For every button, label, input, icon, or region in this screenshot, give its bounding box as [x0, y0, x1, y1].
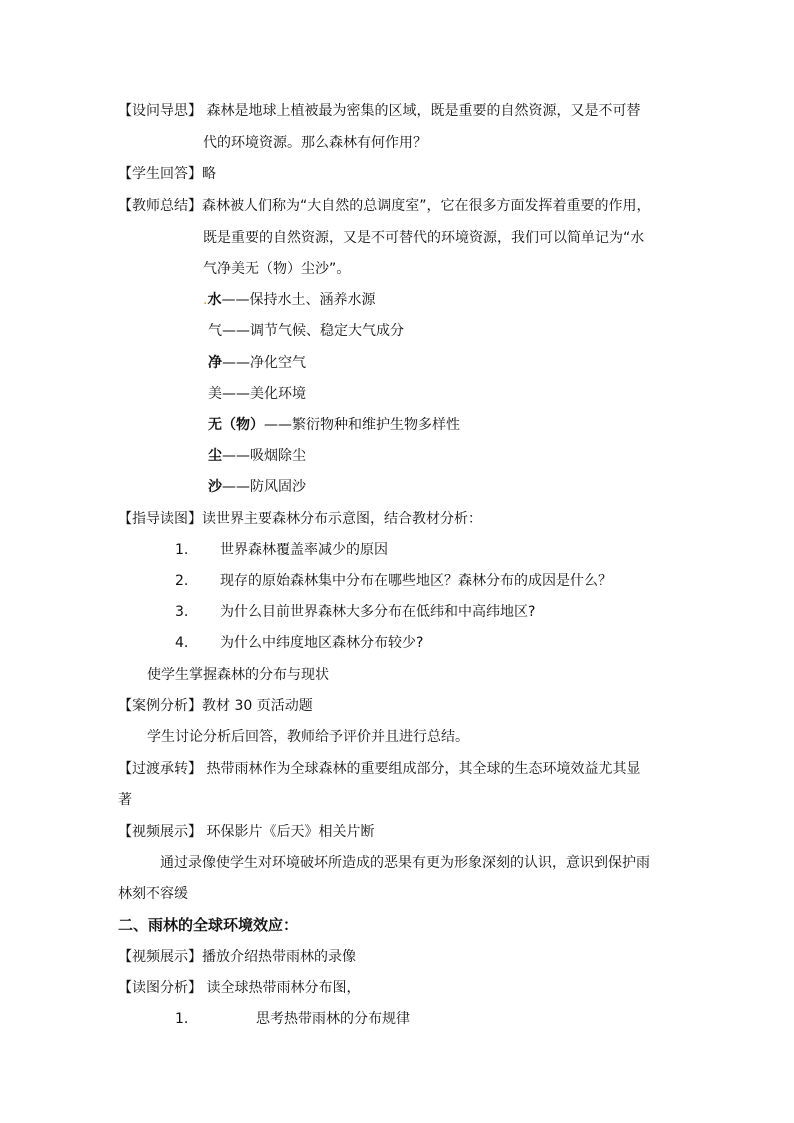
summary-text-cont-2: 气净美无（物）尘沙”。 [203, 261, 351, 277]
function-item [208, 415, 460, 435]
guide-text: 森林是地球上植被最为密集的区域，既是重要的自然资源，又是不可替 [206, 103, 641, 119]
function-key: 无（物） [208, 417, 264, 433]
case-label: 【案例分析】 [118, 698, 202, 714]
case-note: 学生讨论分析后回答，教师给予评价并且进行总结。 [147, 729, 469, 745]
video1-label: 【视频展示】 [118, 824, 202, 840]
bullet-dot-icon: . [203, 292, 208, 308]
video1-note-cont: 林刻不容缓 [118, 886, 188, 902]
map2-paragraph [118, 978, 360, 998]
list-item [175, 633, 423, 653]
list-text: 为什么中纬度地区森林分布较少? [220, 635, 424, 651]
video1-text: 环保影片《后天》相关片断 [206, 824, 375, 840]
transition-label: 【过渡承转】 [118, 761, 202, 777]
guide-label: 【设问导思】 [118, 103, 202, 119]
guide-paragraph [118, 101, 640, 121]
function-item [208, 321, 404, 341]
list-number: 3. [175, 604, 189, 620]
summary-label: 【教师总结】 [118, 198, 202, 214]
transition-text: 热带雨林作为全球森林的重要组成部分，其全球的生态环境效益尤其显 [206, 761, 641, 777]
list-item [175, 540, 388, 560]
function-key: 气 [208, 323, 222, 339]
function-key: 尘 [208, 448, 222, 464]
list-item [175, 602, 535, 622]
case-paragraph [118, 696, 313, 716]
map-reading-goal: 使学生掌握森林的分布与现状 [147, 667, 329, 683]
function-text: ——美化环境 [222, 386, 306, 402]
function-text: ——繁衍物种和维护生物多样性 [264, 417, 460, 433]
map-reading-paragraph [118, 509, 482, 529]
map-reading-text: 读世界主要森林分布示意图，结合教材分析： [202, 511, 482, 527]
function-key: 净 [208, 355, 222, 371]
answer-paragraph [118, 164, 216, 184]
video2-paragraph [118, 947, 356, 967]
map-reading-label: 【指导读图】 [118, 511, 202, 527]
list-number: 2. [175, 573, 189, 589]
function-key: 美 [208, 386, 222, 402]
summary-text: 森林被人们称为“大自然的总调度室”，它在很多方面发挥着重要的作用， [202, 198, 651, 214]
map2-text: 读全球热带雨林分布图， [206, 980, 361, 996]
answer-text: 略 [202, 166, 216, 182]
function-text: ——净化空气 [222, 355, 306, 371]
transition-paragraph [118, 759, 640, 779]
function-item [203, 290, 375, 310]
function-item [208, 353, 306, 373]
function-text: ——防风固沙 [222, 479, 306, 495]
map2-label: 【读图分析】 [118, 980, 202, 996]
function-text: ——调节气候、稳定大气成分 [222, 323, 404, 339]
function-item [208, 477, 306, 497]
list-text: 思考热带雨林的分布规律 [256, 1011, 410, 1027]
video1-note: 通过录像使学生对环境破坏所造成的恶果有更为形象深刻的认识，意识到保护雨 [160, 855, 650, 871]
list-text: 现存的原始森林集中分布在哪些地区？森林分布的成因是什么？ [220, 573, 612, 589]
summary-paragraph [118, 196, 651, 216]
function-key: 水 [207, 292, 222, 308]
function-item [208, 446, 306, 466]
list-item [175, 1009, 410, 1029]
list-item [175, 571, 612, 591]
function-item [208, 384, 306, 404]
transition-text-cont: 著 [118, 792, 132, 808]
list-number: 1. [175, 542, 189, 558]
list-number: 4. [175, 635, 189, 651]
case-text: 教材 30 页活动题 [202, 698, 313, 714]
function-text: ——吸烟除尘 [222, 448, 306, 464]
function-text: ——保持水土、涵养水源 [221, 292, 376, 308]
summary-text-cont-1: 既是重要的自然资源，又是不可替代的环境资源，我们可以简单记为“水 [203, 230, 645, 246]
list-number: 1. [175, 1011, 189, 1027]
list-text: 为什么目前世界森林大多分布在低纬和中高纬地区? [220, 604, 536, 620]
function-key: 沙 [208, 479, 222, 495]
video1-paragraph [118, 822, 374, 842]
video2-label: 【视频展示】 [118, 949, 202, 965]
list-text: 世界森林覆盖率减少的原因 [220, 542, 388, 558]
video2-text: 播放介绍热带雨林的录像 [202, 949, 356, 965]
section-heading: 二、雨林的全球环境效应： [118, 916, 299, 934]
answer-label: 【学生回答】 [118, 166, 202, 182]
guide-text-cont: 代的环境资源。那么森林有何作用？ [203, 135, 427, 151]
